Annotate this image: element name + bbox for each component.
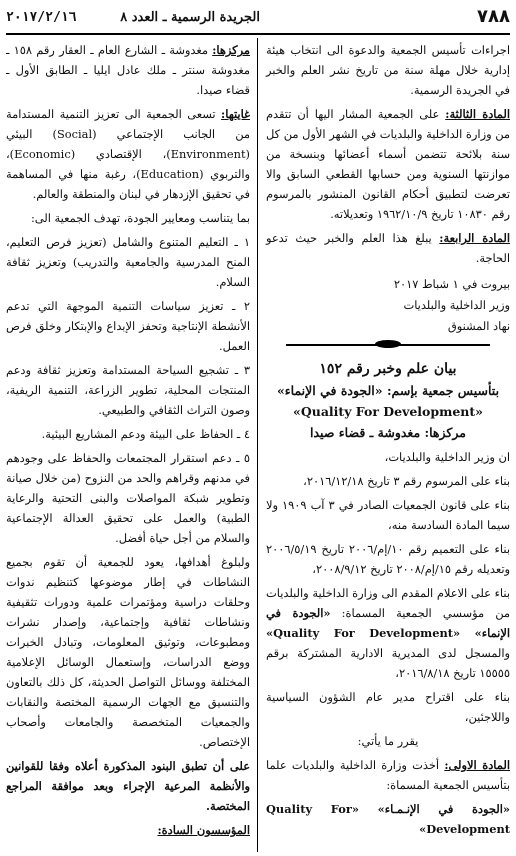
- basis-3: بناء على التعميم رقم ١٠/إم/٢٠٠٦ تاريخ ٢٠٠٦/٥/١٩ وتعديله رقم ١٥/إم/٢٠٠٨ تاريخ ٢٠٠٨/٩/١٢،: [266, 542, 510, 576]
- header-rule: [6, 33, 510, 35]
- association-name-line: «الجودة في الإنـمـاء» «Quality For Development»: [266, 802, 510, 836]
- goal-1: ١ ـ التعليم المتنوع والشامل (تعزيز فرص التعليم، المنح المدرسية والجامعية والتدريب) وتعزيز ثقافة السلام.: [6, 235, 250, 289]
- notice-english-name: «Quality For Development»: [293, 404, 483, 419]
- basis-5: بناء على اقتراح مدير عام الشؤون السياسية واللاجئين،: [266, 690, 510, 724]
- purpose: [6, 104, 250, 204]
- bold-condition: على أن تطبق البنود المذكورة أعلاه وفقا للقوانين والأنظمة المرعية الإجراء وبعد موافقة المراجع المختصة.: [6, 759, 250, 813]
- purpose-label: غايتها:: [221, 107, 250, 121]
- article-4-label: المادة الرابعة:: [439, 231, 510, 245]
- goal-3: ٣ ـ تشجيع السياحة المستدامة وتعزيز ثقافة ودعم المنتجات المحلية، تطوير الزراعة، التنمية الريفية، وصون التراث الثقافي والطبيعي.: [6, 363, 250, 417]
- purpose-text: تسعى الجمعية الى تعزيز التنمية المستدامة من الجانب الإجتماعي (Social) البيئي (Environment)، الإقتصادي (Economic)، والتربوي (Education)، رغبة منها في المساهمة في تحقيق الإزدهار في لبنان والمنطقة والعالم.: [6, 107, 250, 201]
- article-4: [266, 228, 510, 268]
- headquarters-text: مغدوشة ـ الشارع العام ـ العقار رقم ١٥٨ ـ مغدوشة سنتر ـ ملك عادل ايليا ـ الطابق الأول ـ قضاء صيدا.: [6, 43, 250, 97]
- basis-1: بناء على المرسوم رقم ٣ تاريخ ٢٠١٦/١٢/١٨،: [303, 474, 510, 488]
- notice-title: بيان علم وخبر رقم ١٥٢: [319, 361, 457, 377]
- sign-office: وزير الداخلية والبلديات: [403, 298, 510, 312]
- goal-2: ٢ ـ تعزيز سياسات التنمية الموجهة التي تدعم الأنشطة الإنتاجية وتحفز الإبداع والإبتكار وخلق فرص العمل.: [6, 299, 250, 353]
- gazette-issue: الجريدة الرسمية ـ العدد ٨: [120, 10, 260, 25]
- article-1-text: أخذت وزارة الداخلية والبلديات علما بتأسيس الجمعية المسماة:: [266, 758, 510, 792]
- basis-4-text: بناء على الاعلام المقدم الى وزارة الداخلية والبلديات من مؤسسي الجمعية المسماة:: [266, 586, 511, 620]
- decides-line: يقرر ما يأتي:: [357, 734, 419, 748]
- minister-line: ان وزير الداخلية والبلديات،: [384, 450, 510, 464]
- article-3-text: على الجمعية المشار اليها أن تتقدم من وزارة الداخلية والبلديات في الشهر الأول من كل سنة بلائحة تتضمن أسماء أعضائها وبنسخة من موازنتها السنوية ومن حسابها القطعي السابق والا تعرضت لتطبيق أحكام القانون المنشور بالمرسوم رقم ١٠٨٣٠ تاريخ ١٩٦٢/١٠/٩ وتعديلاته.: [266, 107, 510, 221]
- founders-label: المؤسسون السادة:: [157, 823, 250, 837]
- page-number: ٧٨٨: [477, 6, 510, 27]
- article-1: [266, 755, 510, 795]
- article-1-label: المادة الاولى:: [444, 758, 511, 772]
- right-column: [266, 40, 510, 843]
- headquarters-label: مركزها:: [212, 43, 250, 57]
- sign-place-date: بيروت في ١ شباط ٢٠١٧: [393, 277, 510, 291]
- section-separator: [266, 338, 510, 352]
- headquarters: [6, 40, 250, 100]
- goal-5: ٥ ـ دعم استقرار المجتمعات والحفاظ على وجودهم في مدنهم وقراهم والحد من النزوح (من خلال صيانة وتطوير شبكة المواصلات والبنى التحتية والرعاية الطبية) والعمل على تحقيق العدالة الإجتماعية والسلام من أجل حياة أفضل.: [6, 451, 250, 545]
- basis-4-name: «الجودة في الإنماء» «Quality For Development»: [266, 606, 510, 640]
- notice-hq: مركزها: مغدوشة ـ قضاء صيدا: [310, 425, 466, 440]
- basis-4-tail: والمسجل لدى المديرية الادارية المشتركة برقم ١٥٥٥٥ تاريخ ٢٠١٦/٨/١٨،: [266, 646, 510, 680]
- issue-date: ٢٠١٧/٢/١٦: [6, 10, 77, 25]
- goal-4: ٤ ـ الحفاظ على البيئة ودعم المشاريع البيئية.: [41, 427, 250, 441]
- left-column: [6, 40, 250, 844]
- basis-4: [266, 583, 510, 683]
- basis-2: بناء على قانون الجمعيات الصادر في ٣ آب ١٩٠٩ ولا سيما المادة السادسة منه،: [266, 498, 510, 532]
- article-3: [266, 104, 510, 224]
- article-4-text: يبلغ هذا العلم والخبر حيث تدعو الحاجة.: [266, 231, 510, 265]
- sign-name: نهاد المشنوق: [447, 319, 510, 333]
- page-header: [6, 6, 510, 34]
- column-divider: [257, 38, 258, 852]
- intro-paragraph: اجراءات تأسيس الجمعية والدعوة الى انتخاب هيئة إدارية خلال مهلة سنة من تاريخ نشر العلم والخبر في الجريدة الرسمية.: [266, 43, 510, 97]
- article-3-label: المادة الثالثة:: [445, 107, 510, 121]
- goals-intro: بما يتناسب ومعايير الجودة، تهدف الجمعية الى:: [30, 211, 250, 225]
- notice-subtitle: بتأسيس جمعية بإسم: «الجودة في الإنماء»: [276, 383, 500, 398]
- means-paragraph: ولبلوغ أهدافها، يعود للجمعية أن تقوم بجميع النشاطات في إطار موضوعها كتنظيم ندوات وحلقات دراسية ومؤتمرات علمية ودورات تثقيفية ونشاطات ثقافية وإجتماعية، وإصدار نشرات ومطبوعات، وتوثيق المعلومات، وتبادل الخبرات ووضع الدراسات، وإستعمال الوسائل الإعلامية المختلفة ووسائل التواصل الحديثة، كل ذلك بالتعاون والتنسيق مع الجهات الرسمية المختصة والنقابات والجمعيات المتخصصة والجامعات وأصحاب الإختصاص.: [6, 555, 250, 749]
